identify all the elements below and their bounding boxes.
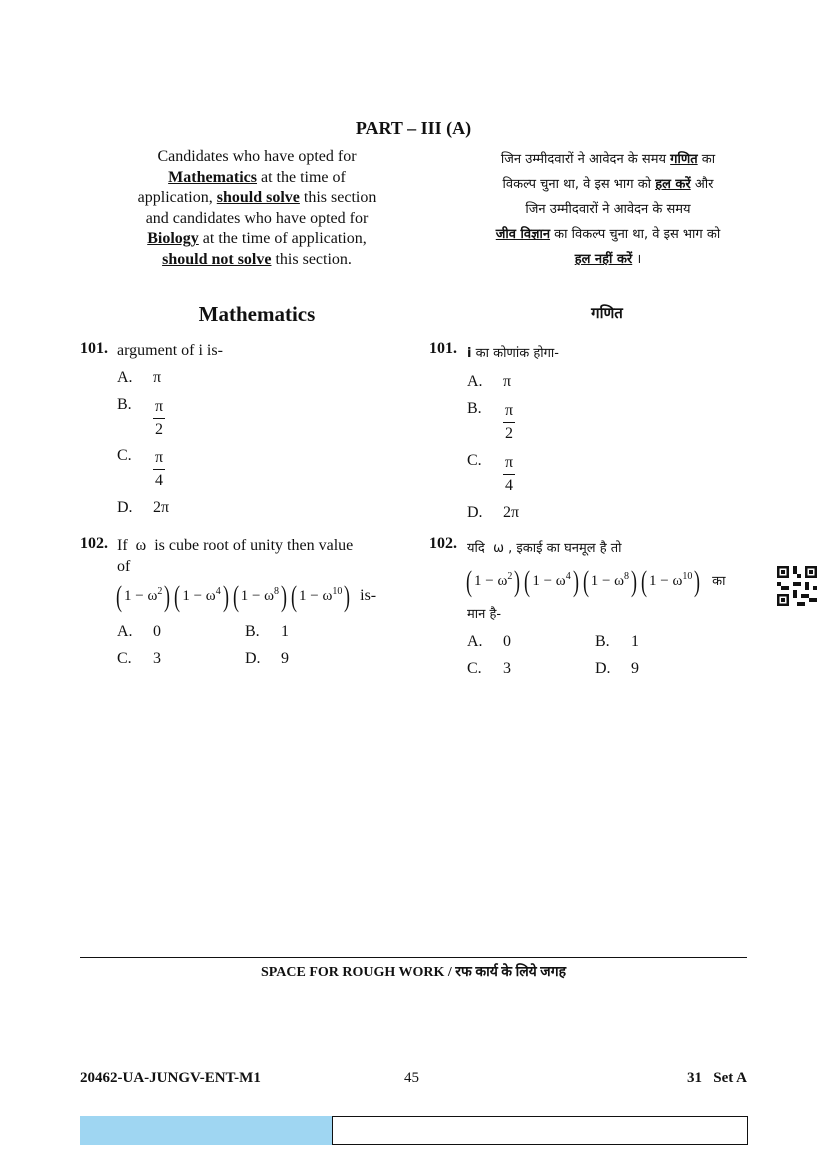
option-c bbox=[117, 650, 161, 668]
subject-mathematics: Mathematics bbox=[168, 168, 257, 186]
instructions-english-line: and candidates who have opted for bbox=[145, 209, 369, 227]
option-label: A. bbox=[117, 623, 133, 640]
option-label: B. bbox=[467, 400, 482, 417]
text: application, bbox=[137, 189, 217, 207]
paren: ) bbox=[164, 580, 171, 613]
option-label: A. bbox=[467, 633, 483, 650]
denominator: 4 bbox=[505, 477, 514, 494]
question-text: argument of i is- bbox=[117, 342, 223, 359]
option-label: B. bbox=[117, 396, 132, 413]
text: i bbox=[467, 346, 472, 361]
option-value: π bbox=[503, 373, 512, 390]
option-value: 1 bbox=[631, 633, 639, 650]
option-value: 0 bbox=[153, 623, 161, 640]
paren: ( bbox=[232, 580, 239, 613]
option-label: D. bbox=[467, 504, 483, 521]
instructions-hindi bbox=[440, 147, 776, 272]
rough-work-divider bbox=[80, 957, 747, 958]
question-text: If ω is cube root of unity then value bbox=[117, 537, 354, 554]
instructions-english bbox=[112, 147, 402, 271]
text: और bbox=[690, 177, 714, 192]
option-a bbox=[467, 373, 511, 391]
paren: ( bbox=[466, 565, 472, 598]
paren: ( bbox=[641, 565, 648, 598]
option-b bbox=[595, 633, 639, 651]
question-number: 101. bbox=[80, 340, 108, 357]
option-b bbox=[467, 400, 515, 445]
exponent: 2 bbox=[157, 586, 163, 597]
part-title: PART – III (A) bbox=[355, 118, 472, 138]
fraction bbox=[503, 400, 515, 445]
expression bbox=[114, 580, 376, 614]
instructions-english-line bbox=[112, 250, 402, 271]
exponent: 4 bbox=[565, 571, 571, 582]
option-label: D. bbox=[595, 660, 611, 677]
term: 1 − ω bbox=[532, 573, 566, 589]
paren: ) bbox=[572, 565, 579, 598]
numerator: π bbox=[503, 400, 515, 423]
option-label: A. bbox=[467, 373, 483, 390]
fraction bbox=[153, 447, 165, 492]
paren: ( bbox=[582, 565, 589, 598]
rough-work-label bbox=[0, 962, 827, 981]
text: at the time of application, bbox=[198, 230, 367, 248]
option-c bbox=[467, 452, 515, 497]
text: विकल्प चुना था, वे इस भाग को bbox=[502, 177, 656, 192]
hal-nahin-karen: हल नहीं करें bbox=[574, 252, 633, 267]
exponent: 8 bbox=[624, 571, 630, 582]
option-label: A. bbox=[117, 369, 133, 386]
denominator: 4 bbox=[155, 472, 164, 489]
paren: ( bbox=[116, 580, 122, 613]
numerator: π bbox=[153, 447, 165, 470]
section-title-hindi: गणित bbox=[591, 304, 623, 322]
instructions-english-line: Candidates who have opted for bbox=[157, 148, 357, 165]
subject-ganit: गणित bbox=[670, 152, 698, 167]
option-label: D. bbox=[117, 499, 133, 516]
option-label: C. bbox=[117, 447, 132, 464]
option-label: D. bbox=[245, 650, 261, 667]
question-number: 101. bbox=[429, 340, 457, 357]
paren: ) bbox=[514, 565, 521, 598]
instructions-hindi-line: जिन उम्मीदवारों ने आवेदन के समय bbox=[525, 202, 691, 217]
option-a bbox=[117, 369, 161, 387]
subject-biology: Biology bbox=[147, 230, 199, 248]
denominator: 2 bbox=[155, 421, 164, 438]
question-text-hindi: यदि ω , इकाई का घनमूल है तो bbox=[467, 541, 622, 556]
option-b bbox=[117, 396, 165, 441]
option-value: 2π bbox=[153, 499, 170, 516]
option-value: π bbox=[153, 369, 162, 386]
option-label: C. bbox=[467, 660, 482, 677]
text: is- bbox=[360, 587, 377, 604]
fraction bbox=[153, 396, 165, 441]
instructions-hindi-line bbox=[440, 247, 776, 272]
term: 1 − ω bbox=[124, 588, 158, 604]
option-label: C. bbox=[117, 650, 132, 667]
question-text-hindi: मान है- bbox=[467, 607, 502, 622]
text: जिन उम्मीदवारों ने आवेदन के समय bbox=[500, 152, 671, 167]
exponent: 8 bbox=[274, 586, 280, 597]
should-not-solve: should not solve bbox=[162, 250, 272, 268]
option-b bbox=[245, 623, 289, 641]
question-text: of bbox=[117, 558, 131, 575]
question-number: 102. bbox=[80, 535, 108, 552]
option-c bbox=[117, 447, 165, 492]
paren: ) bbox=[222, 580, 229, 613]
option-d bbox=[245, 650, 289, 668]
option-value: 3 bbox=[503, 660, 511, 677]
text: का कोणांक होगा- bbox=[471, 346, 559, 361]
footer-color-bar bbox=[80, 1116, 332, 1145]
option-d bbox=[467, 504, 519, 522]
option-value: 3 bbox=[153, 650, 161, 667]
instructions-hindi-line bbox=[440, 172, 776, 197]
instructions-english-line bbox=[112, 168, 402, 189]
exponent: 10 bbox=[332, 586, 343, 597]
booklet-code: 20462-UA-JUNGV-ENT-M1 bbox=[80, 1070, 261, 1086]
question-text-hindi bbox=[467, 343, 559, 361]
numerator: π bbox=[153, 396, 165, 419]
option-d bbox=[595, 660, 639, 678]
term: 1 − ω bbox=[240, 588, 275, 604]
text: का bbox=[697, 152, 716, 167]
text: this section bbox=[299, 189, 377, 207]
option-label: B. bbox=[595, 633, 610, 650]
instructions-hindi-line bbox=[440, 147, 776, 172]
option-value: 9 bbox=[281, 650, 289, 667]
paren: ( bbox=[524, 565, 531, 598]
section-title-english: Mathematics bbox=[198, 302, 316, 326]
page-number: 45 bbox=[404, 1070, 419, 1086]
set-label: 31 Set A bbox=[687, 1070, 747, 1086]
exponent: 10 bbox=[682, 571, 693, 582]
exponent: 2 bbox=[507, 571, 513, 582]
option-a bbox=[117, 623, 161, 641]
numerator: π bbox=[503, 452, 515, 475]
text: at the time of bbox=[257, 168, 346, 186]
instructions-english-line bbox=[112, 188, 402, 209]
option-c bbox=[467, 660, 511, 678]
expression bbox=[464, 565, 725, 599]
paren: ( bbox=[291, 580, 298, 613]
option-d bbox=[117, 499, 169, 517]
paren: ) bbox=[631, 565, 638, 598]
hal-karen: हल करें bbox=[655, 177, 691, 192]
option-value: 9 bbox=[631, 660, 639, 677]
term: 1 − ω bbox=[590, 573, 625, 589]
option-value: 2π bbox=[503, 504, 520, 521]
instructions-english-line bbox=[112, 229, 402, 250]
term: 1 − ω bbox=[299, 588, 333, 604]
instructions-hindi-line bbox=[440, 222, 776, 247]
option-label: B. bbox=[245, 623, 260, 640]
denominator: 2 bbox=[505, 425, 514, 442]
question-number: 102. bbox=[429, 535, 457, 552]
option-value: 0 bbox=[503, 633, 511, 650]
fraction bbox=[503, 452, 515, 497]
text: SPACE FOR ROUGH WORK / रफ कार्य के लिये जगह bbox=[260, 965, 567, 980]
exponent: 4 bbox=[215, 586, 221, 597]
term: 1 − ω bbox=[474, 573, 508, 589]
text: का bbox=[712, 574, 726, 589]
paren: ) bbox=[694, 565, 701, 598]
should-solve: should solve bbox=[216, 189, 300, 207]
text: का विकल्प चुना था, वे इस भाग को bbox=[550, 227, 721, 242]
option-label: C. bbox=[467, 452, 482, 469]
text: this section. bbox=[271, 250, 352, 268]
text: । bbox=[632, 252, 642, 267]
term: 1 − ω bbox=[182, 588, 216, 604]
option-value: 1 bbox=[281, 623, 289, 640]
paren: ) bbox=[281, 580, 288, 613]
paren: ) bbox=[344, 580, 351, 613]
qr-code-icon bbox=[777, 566, 817, 606]
paren: ( bbox=[174, 580, 181, 613]
footer-blank-box bbox=[332, 1116, 748, 1145]
subject-jeev-vigyan: जीव विज्ञान bbox=[495, 227, 551, 242]
term: 1 − ω bbox=[649, 573, 683, 589]
option-a bbox=[467, 633, 511, 651]
